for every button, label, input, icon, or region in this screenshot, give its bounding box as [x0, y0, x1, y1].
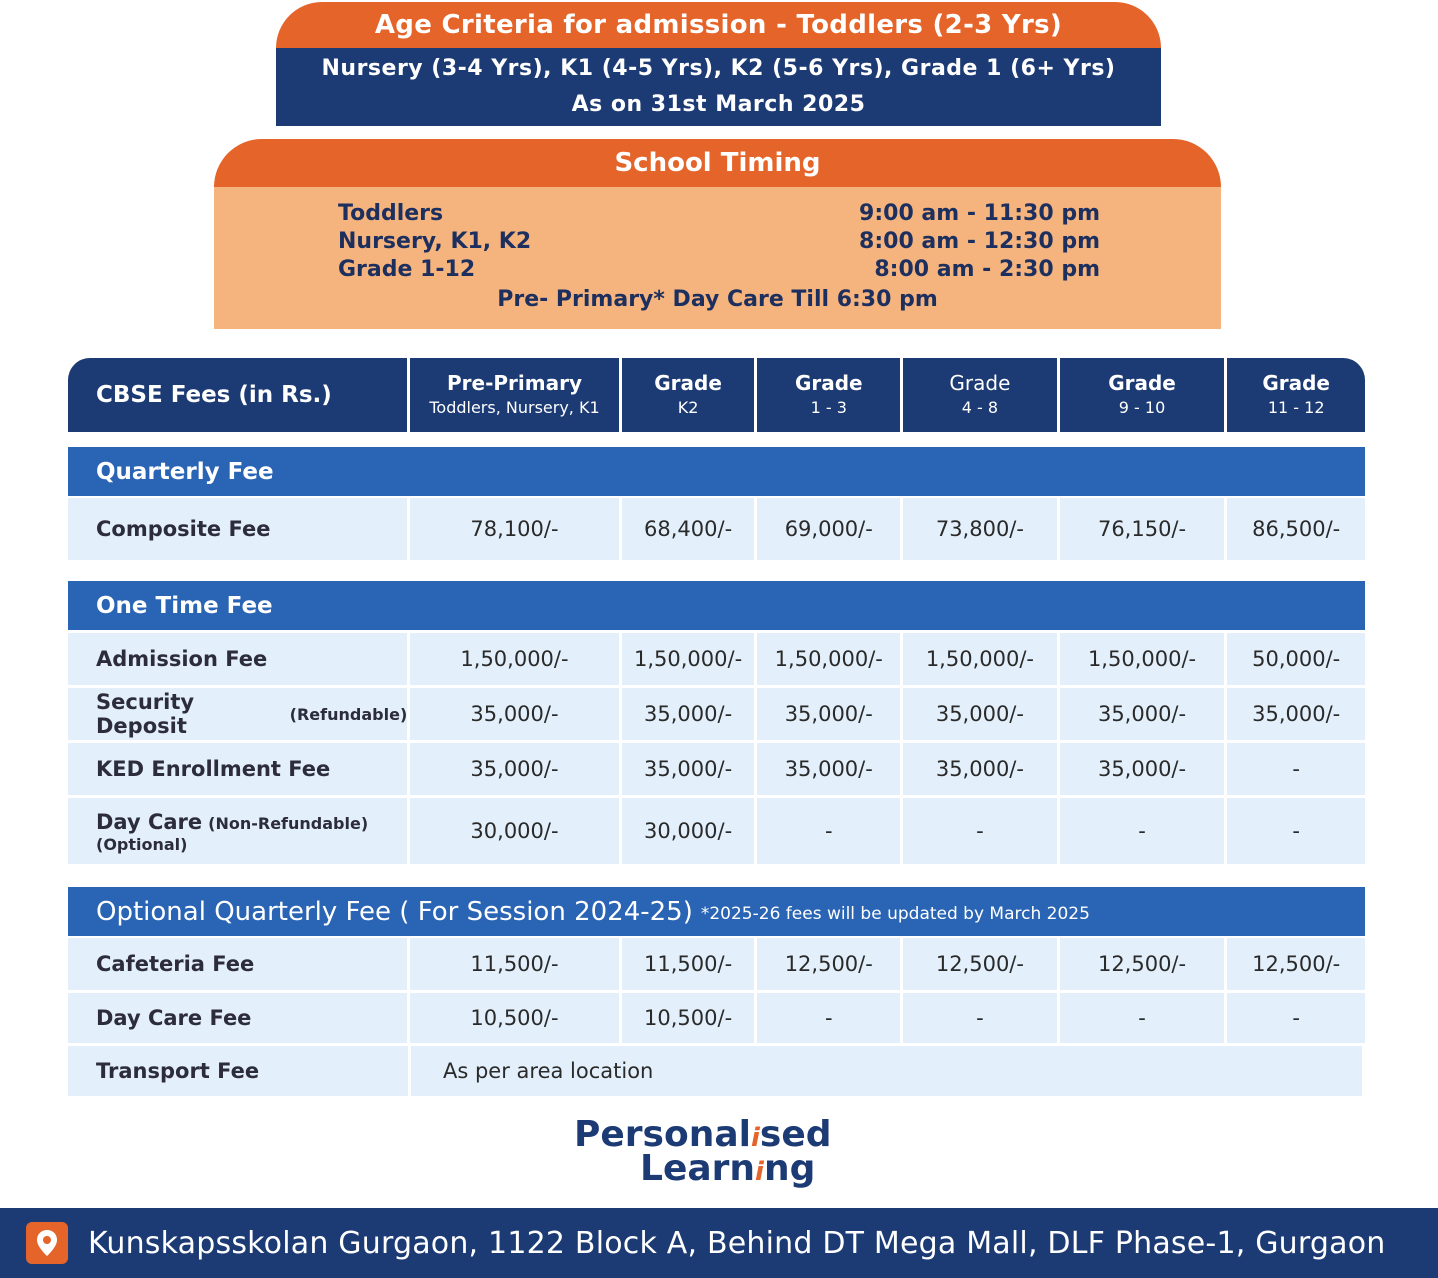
fee-cell: 30,000/- — [410, 798, 619, 864]
table-row — [68, 798, 1365, 864]
fee-cell: 35,000/- — [757, 688, 900, 740]
fee-cell: 35,000/- — [1227, 688, 1365, 740]
age-criteria-date: As on 31st March 2025 — [571, 92, 866, 117]
column-header — [1227, 358, 1365, 432]
fee-cell: 35,000/- — [903, 743, 1057, 795]
row-label-text: Security Deposit — [96, 690, 195, 738]
row-label: KED Enrollment Fee — [68, 743, 407, 795]
row-label-note: (Refundable) — [289, 704, 408, 724]
fee-cell: - — [757, 798, 900, 864]
one-time-fee-section: One Time Fee — [68, 581, 1365, 630]
fee-table-title: CBSE Fees (in Rs.) — [68, 358, 407, 432]
age-criteria-line: Nursery (3-4 Yrs), K1 (4-5 Yrs), K2 (5-6 Yrs), Grade 1 (6+ Yrs) — [321, 56, 1116, 81]
column-header — [757, 358, 900, 432]
column-header — [903, 358, 1057, 432]
fee-cell: 50,000/- — [1227, 633, 1365, 685]
row-label: Admission Fee — [68, 633, 407, 685]
table-row — [68, 743, 1365, 795]
timing-row — [338, 228, 1100, 256]
fee-cell: 35,000/- — [903, 688, 1057, 740]
age-criteria-title: Age Criteria for admission - Toddlers (2-3 Yrs) — [276, 2, 1161, 48]
fee-cell: - — [1060, 798, 1225, 864]
fee-cell: 76,150/- — [1060, 498, 1225, 560]
school-timing-panel — [214, 139, 1221, 329]
fee-cell: - — [1227, 993, 1365, 1043]
personalised-learning-logo: Personalised Learning — [574, 1114, 832, 1189]
fee-cell: 68,400/- — [622, 498, 755, 560]
column-header-title: Grade — [949, 371, 1011, 395]
column-header — [410, 358, 619, 432]
table-row — [68, 498, 1365, 560]
row-label-text: Day Care — [96, 809, 203, 834]
row-label-optional: (Optional) — [96, 834, 188, 854]
fee-cell: 69,000/- — [757, 498, 900, 560]
optional-fee-note: *2025-26 fees will be updated by March 2025 — [700, 903, 1090, 924]
fee-cell: 12,500/- — [757, 938, 900, 990]
fee-cell: 12,500/- — [1060, 938, 1225, 990]
column-header-subtitle: 4 - 8 — [961, 398, 999, 417]
quarterly-fee-section: Quarterly Fee — [68, 447, 1365, 496]
fee-cell: 1,50,000/- — [757, 633, 900, 685]
column-header-subtitle: Toddlers, Nursery, K1 — [429, 398, 600, 417]
table-row — [68, 688, 1365, 740]
school-timing-title: School Timing — [214, 139, 1221, 187]
row-label — [68, 688, 407, 740]
fee-cell: - — [903, 798, 1057, 864]
school-address: Kunskapsskolan Gurgaon, 1122 Block A, Behind DT Mega Mall, DLF Phase-1, Gurgaon — [88, 1225, 1386, 1261]
fee-cell: 12,500/- — [903, 938, 1057, 990]
fee-cell: - — [1060, 993, 1225, 1043]
fee-cell: 1,50,000/- — [903, 633, 1057, 685]
timing-hours: 8:00 am - 12:30 pm — [859, 229, 1100, 254]
row-label — [68, 798, 407, 864]
daycare-timing-note: Pre- Primary* Day Care Till 6:30 pm — [497, 287, 938, 312]
optional-fee-section — [68, 887, 1365, 936]
address-footer — [0, 1208, 1438, 1278]
fee-cell: As per area location — [411, 1046, 1362, 1096]
fee-cell: 10,500/- — [622, 993, 755, 1043]
fee-cell: 35,000/- — [622, 743, 755, 795]
fee-cell: - — [1227, 743, 1365, 795]
column-header-title: Pre-Primary — [447, 371, 582, 395]
fee-cell: 35,000/- — [757, 743, 900, 795]
fee-cell: - — [1227, 798, 1365, 864]
column-header-title: Grade — [1108, 371, 1176, 395]
optional-fee-title: Optional Quarterly Fee ( For Session 2024-25) — [96, 896, 693, 927]
fee-cell: 35,000/- — [622, 688, 755, 740]
fee-cell: 1,50,000/- — [410, 633, 619, 685]
row-label: Composite Fee — [68, 498, 407, 560]
location-pin-icon — [26, 1222, 68, 1264]
row-label: Day Care Fee — [68, 993, 407, 1043]
fee-cell: 11,500/- — [410, 938, 619, 990]
column-header-subtitle: 1 - 3 — [810, 398, 847, 417]
column-header — [1060, 358, 1225, 432]
fee-cell: 30,000/- — [622, 798, 755, 864]
column-header-subtitle: K2 — [677, 398, 699, 417]
fee-cell: 73,800/- — [903, 498, 1057, 560]
table-row — [68, 993, 1365, 1043]
column-header-title: Grade — [1262, 371, 1330, 395]
fee-cell: 10,500/- — [410, 993, 619, 1043]
fee-cell: 35,000/- — [1060, 743, 1225, 795]
column-header-subtitle: 11 - 12 — [1267, 398, 1325, 417]
timing-group: Toddlers — [338, 201, 444, 226]
fee-cell: 11,500/- — [622, 938, 755, 990]
fee-cell: 35,000/- — [410, 688, 619, 740]
fee-cell: 12,500/- — [1227, 938, 1365, 990]
timing-group: Grade 1-12 — [338, 257, 476, 282]
row-label-note: (Non-Refundable) — [208, 813, 369, 833]
fee-cell: 35,000/- — [410, 743, 619, 795]
column-header — [622, 358, 755, 432]
column-header-title: Grade — [654, 371, 722, 395]
timing-row — [338, 200, 1100, 228]
school-timing-body — [214, 187, 1221, 329]
fee-cell: - — [757, 993, 900, 1043]
fee-cell: 35,000/- — [1060, 688, 1225, 740]
timing-group: Nursery, K1, K2 — [338, 229, 532, 254]
timing-row — [338, 256, 1100, 284]
table-row — [68, 633, 1365, 685]
row-label: Cafeteria Fee — [68, 938, 407, 990]
row-label: Transport Fee — [68, 1046, 408, 1096]
column-header-subtitle: 9 - 10 — [1118, 398, 1166, 417]
age-criteria-body — [276, 48, 1161, 126]
fee-cell: 1,50,000/- — [622, 633, 755, 685]
table-row — [68, 938, 1365, 990]
fee-cell: - — [903, 993, 1057, 1043]
table-row — [68, 1046, 1365, 1096]
timing-hours: 8:00 am - 2:30 pm — [874, 257, 1100, 282]
age-criteria-panel — [276, 2, 1161, 126]
fee-cell: 86,500/- — [1227, 498, 1365, 560]
fee-cell: 78,100/- — [410, 498, 619, 560]
fee-table-header — [68, 358, 1365, 432]
fee-cell: 1,50,000/- — [1060, 633, 1225, 685]
timing-hours: 9:00 am - 11:30 pm — [859, 201, 1100, 226]
column-header-title: Grade — [794, 371, 863, 395]
